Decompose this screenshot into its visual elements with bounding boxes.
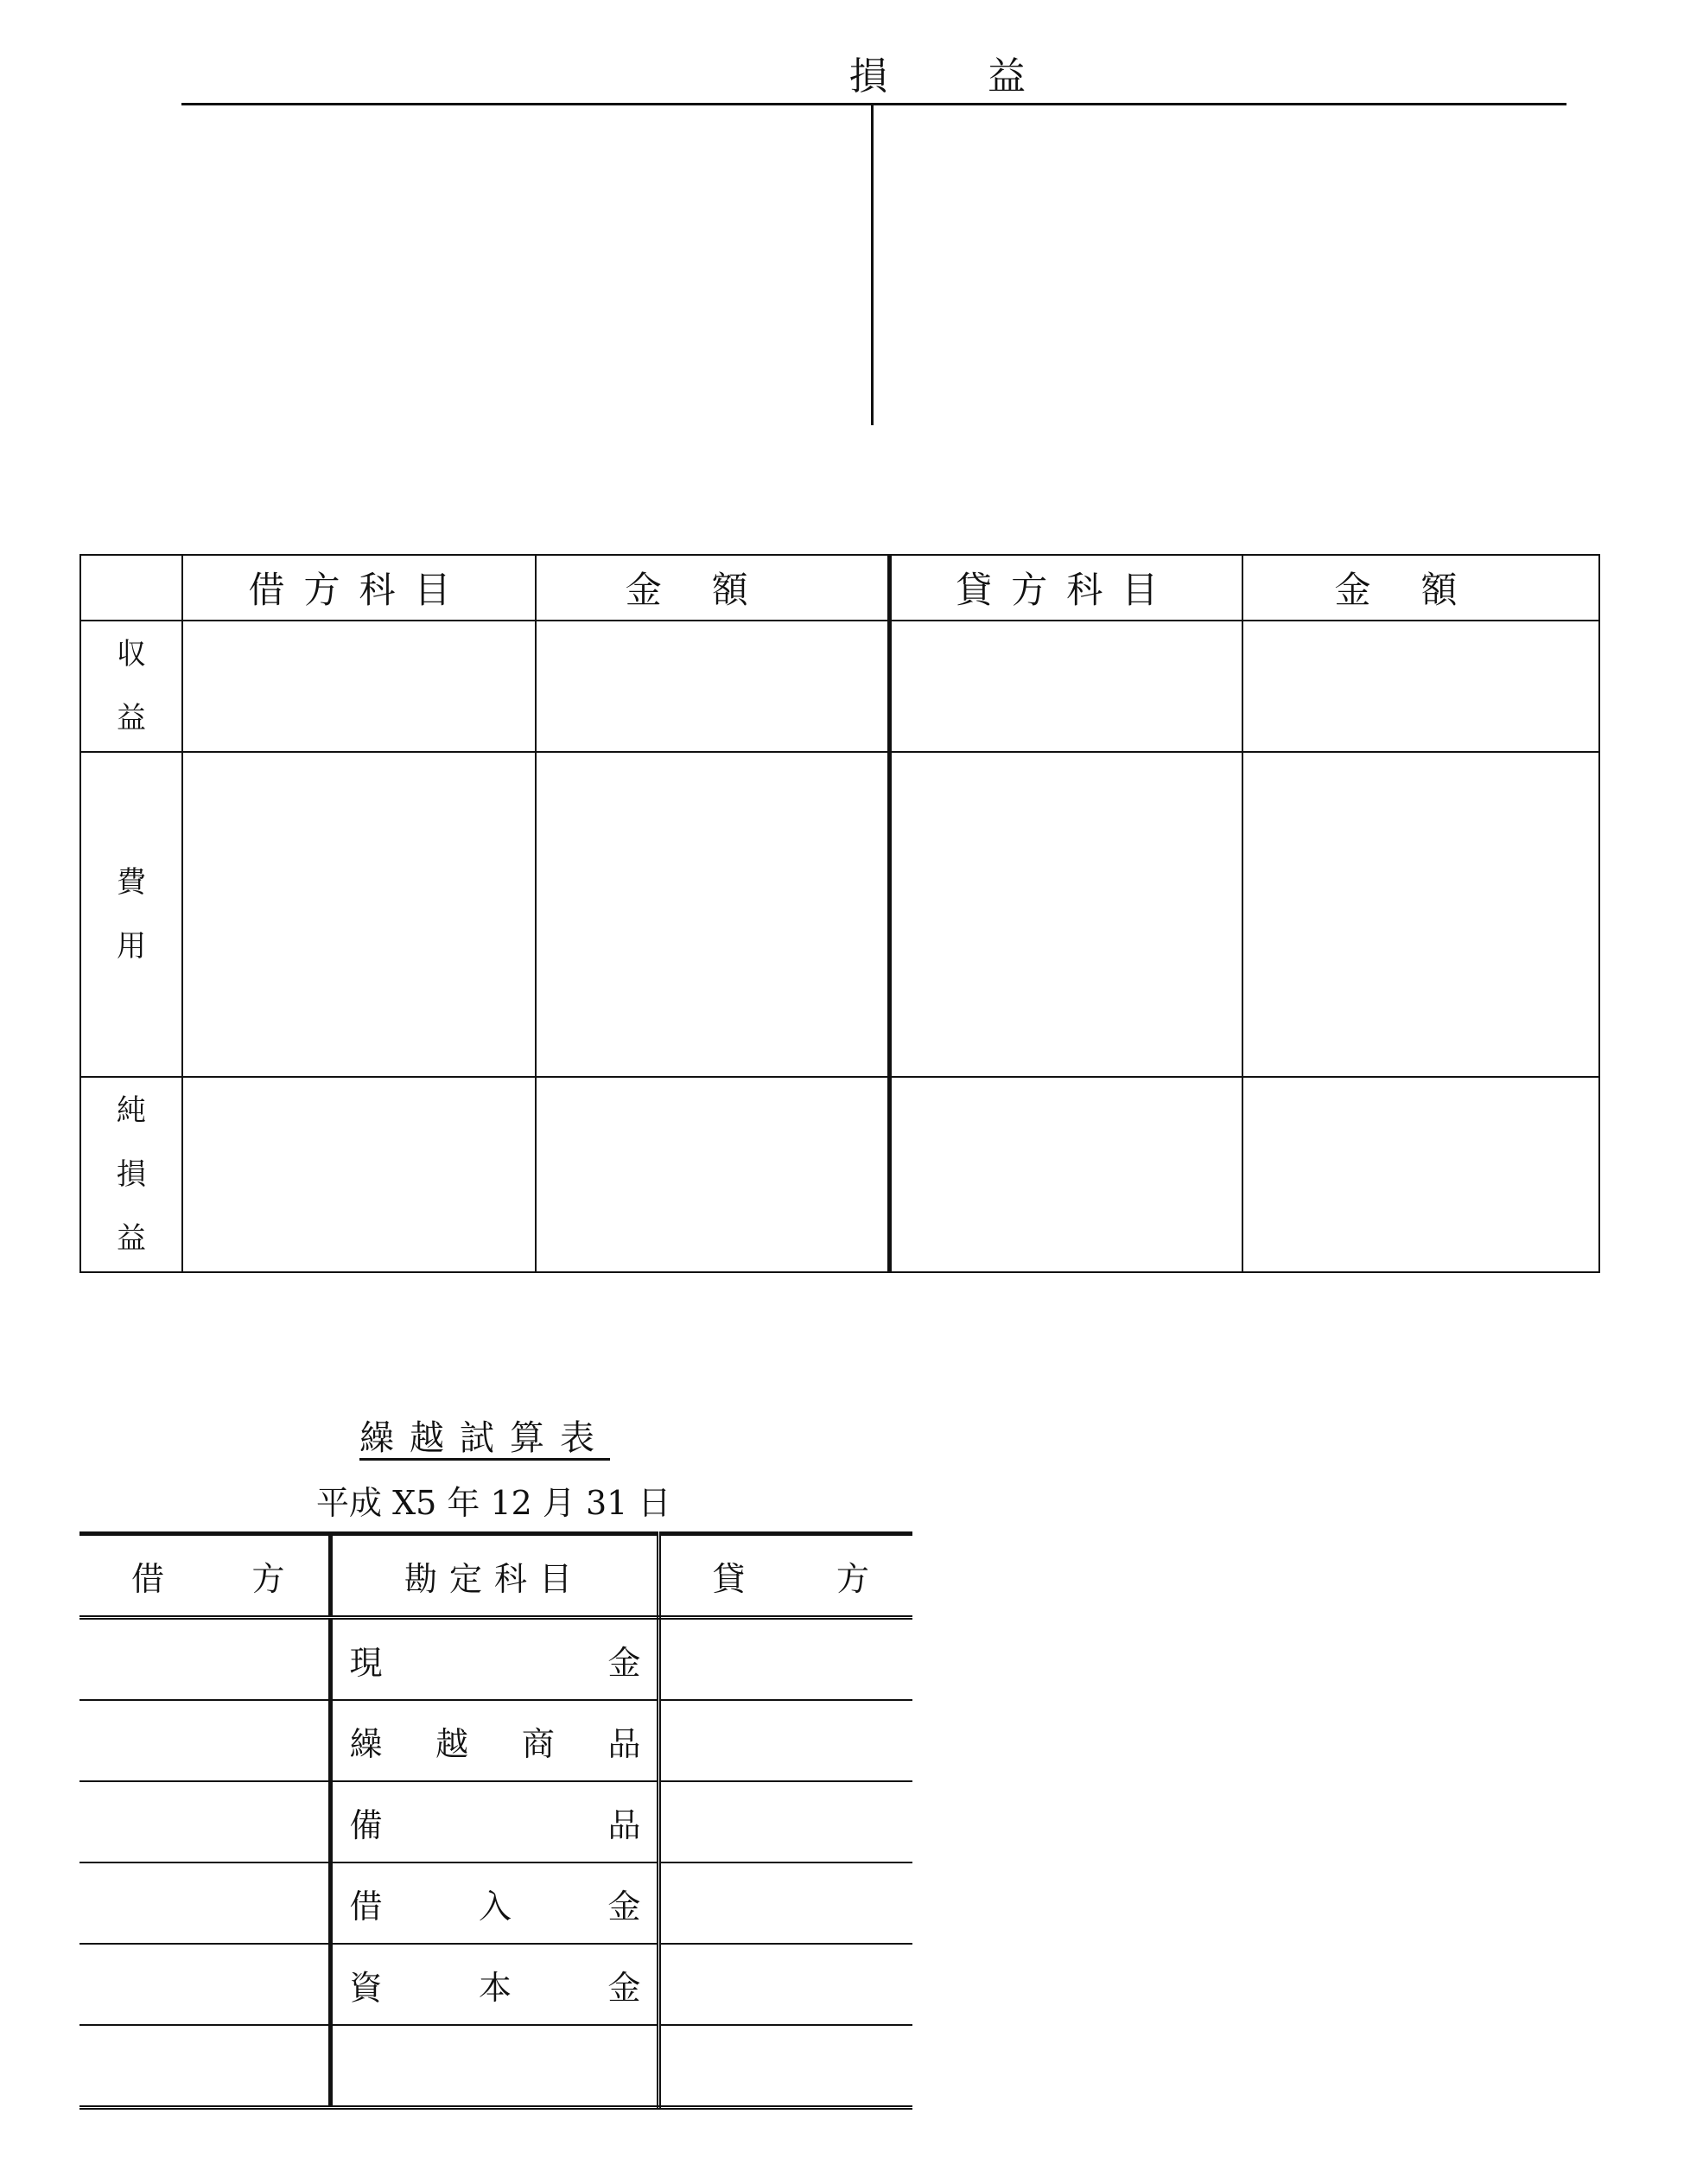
header-debit-char: 方 (251, 1559, 285, 1598)
income-statement-table (79, 554, 1600, 1273)
debit-amount-cell[interactable] (79, 1781, 330, 1862)
account-name-char: 入 (478, 1887, 512, 1926)
expense-credit-account-cell[interactable] (889, 752, 1242, 1077)
credit-total-cell[interactable] (658, 2025, 912, 2108)
account-name-char: 品 (607, 1724, 641, 1763)
account-name-char: 本 (478, 1968, 512, 2007)
net-income-label-char: 益 (117, 1221, 146, 1256)
t-account-title-left: 損 (849, 54, 887, 99)
header-credit-char: 方 (836, 1559, 869, 1598)
total-row (79, 2025, 912, 2108)
account-name-char: 借 (349, 1887, 383, 1926)
net-income-label-char: 損 (117, 1157, 146, 1192)
header-credit-char: 貸 (712, 1559, 746, 1598)
net-income-credit-account-cell[interactable] (889, 1077, 1242, 1272)
net-income-credit-amount-cell[interactable] (1242, 1077, 1599, 1272)
net-income-label (80, 1077, 182, 1272)
debit-total-cell[interactable] (79, 2025, 330, 2108)
revenue-label-char: 収 (117, 637, 146, 672)
trial-balance-header-row (79, 1534, 912, 1618)
t-account-title-right: 益 (988, 54, 1026, 99)
credit-amount-cell[interactable] (658, 1618, 912, 1701)
account-name-char: 資 (349, 1968, 383, 2007)
header-credit-amount: 金額 (1242, 555, 1599, 621)
header-debit (79, 1534, 330, 1618)
net-income-debit-amount-cell[interactable] (536, 1077, 889, 1272)
t-account-title (0, 45, 1684, 100)
table-row (79, 1618, 912, 1701)
net-income-debit-account-cell[interactable] (182, 1077, 536, 1272)
credit-amount-cell[interactable] (658, 1700, 912, 1781)
table-row (79, 1944, 912, 2025)
header-debit-amount: 金額 (536, 555, 889, 621)
header-debit-char: 借 (131, 1559, 165, 1598)
expense-label (80, 752, 182, 1077)
header-credit-account: 貸方科目 (889, 555, 1242, 621)
expense-credit-amount-cell[interactable] (1242, 752, 1599, 1077)
credit-amount-cell[interactable] (658, 1944, 912, 2025)
header-account (330, 1534, 658, 1618)
account-name-char: 商 (521, 1724, 555, 1763)
credit-amount-cell[interactable] (658, 1862, 912, 1944)
account-name-cell (330, 1700, 658, 1781)
table-row (79, 1781, 912, 1862)
expense-debit-account-cell[interactable] (182, 752, 536, 1077)
trial-balance-date: 平成 X5 年 12 月 31 日 (316, 1484, 671, 1522)
expense-label-char: 用 (117, 929, 146, 964)
revenue-label (80, 621, 182, 752)
debit-amount-cell[interactable] (79, 1944, 330, 2025)
account-name-char: 現 (349, 1643, 383, 1682)
account-name-cell (330, 1862, 658, 1944)
debit-amount-cell[interactable] (79, 1700, 330, 1781)
expense-row (80, 752, 1599, 1077)
net-income-label-char: 純 (117, 1093, 146, 1128)
revenue-label-char: 益 (117, 701, 146, 735)
account-name-char: 品 (607, 1805, 641, 1844)
account-name-cell (330, 1618, 658, 1701)
header-credit (658, 1534, 912, 1618)
account-total-cell (330, 2025, 658, 2108)
expense-label-char: 費 (117, 865, 146, 900)
header-debit-account: 借方科目 (182, 555, 536, 621)
account-name-cell (330, 1781, 658, 1862)
table-row (79, 1862, 912, 1944)
revenue-row (80, 621, 1599, 752)
income-statement-header-row (80, 555, 1599, 621)
net-income-row (80, 1077, 1599, 1272)
account-name-char: 金 (607, 1968, 641, 2007)
revenue-debit-account-cell[interactable] (182, 621, 536, 752)
account-name-char: 金 (607, 1643, 641, 1682)
expense-debit-amount-cell[interactable] (536, 752, 889, 1077)
trial-balance-title: 繰越試算表 (359, 1418, 610, 1458)
header-account-label: 勘定科目 (404, 1559, 584, 1598)
account-name-char: 備 (349, 1805, 383, 1844)
t-account-vertical-rule (871, 104, 874, 425)
t-account-horizontal-rule (181, 103, 1566, 105)
account-name-char: 金 (607, 1887, 641, 1926)
credit-amount-cell[interactable] (658, 1781, 912, 1862)
revenue-credit-account-cell[interactable] (889, 621, 1242, 752)
debit-amount-cell[interactable] (79, 1862, 330, 1944)
account-name-char: 越 (435, 1724, 469, 1763)
account-name-cell (330, 1944, 658, 2025)
revenue-debit-amount-cell[interactable] (536, 621, 889, 752)
table-row (79, 1700, 912, 1781)
trial-balance-table (79, 1531, 912, 2110)
account-name-char: 繰 (349, 1724, 383, 1763)
corner-cell (80, 555, 182, 621)
revenue-credit-amount-cell[interactable] (1242, 621, 1599, 752)
debit-amount-cell[interactable] (79, 1618, 330, 1701)
